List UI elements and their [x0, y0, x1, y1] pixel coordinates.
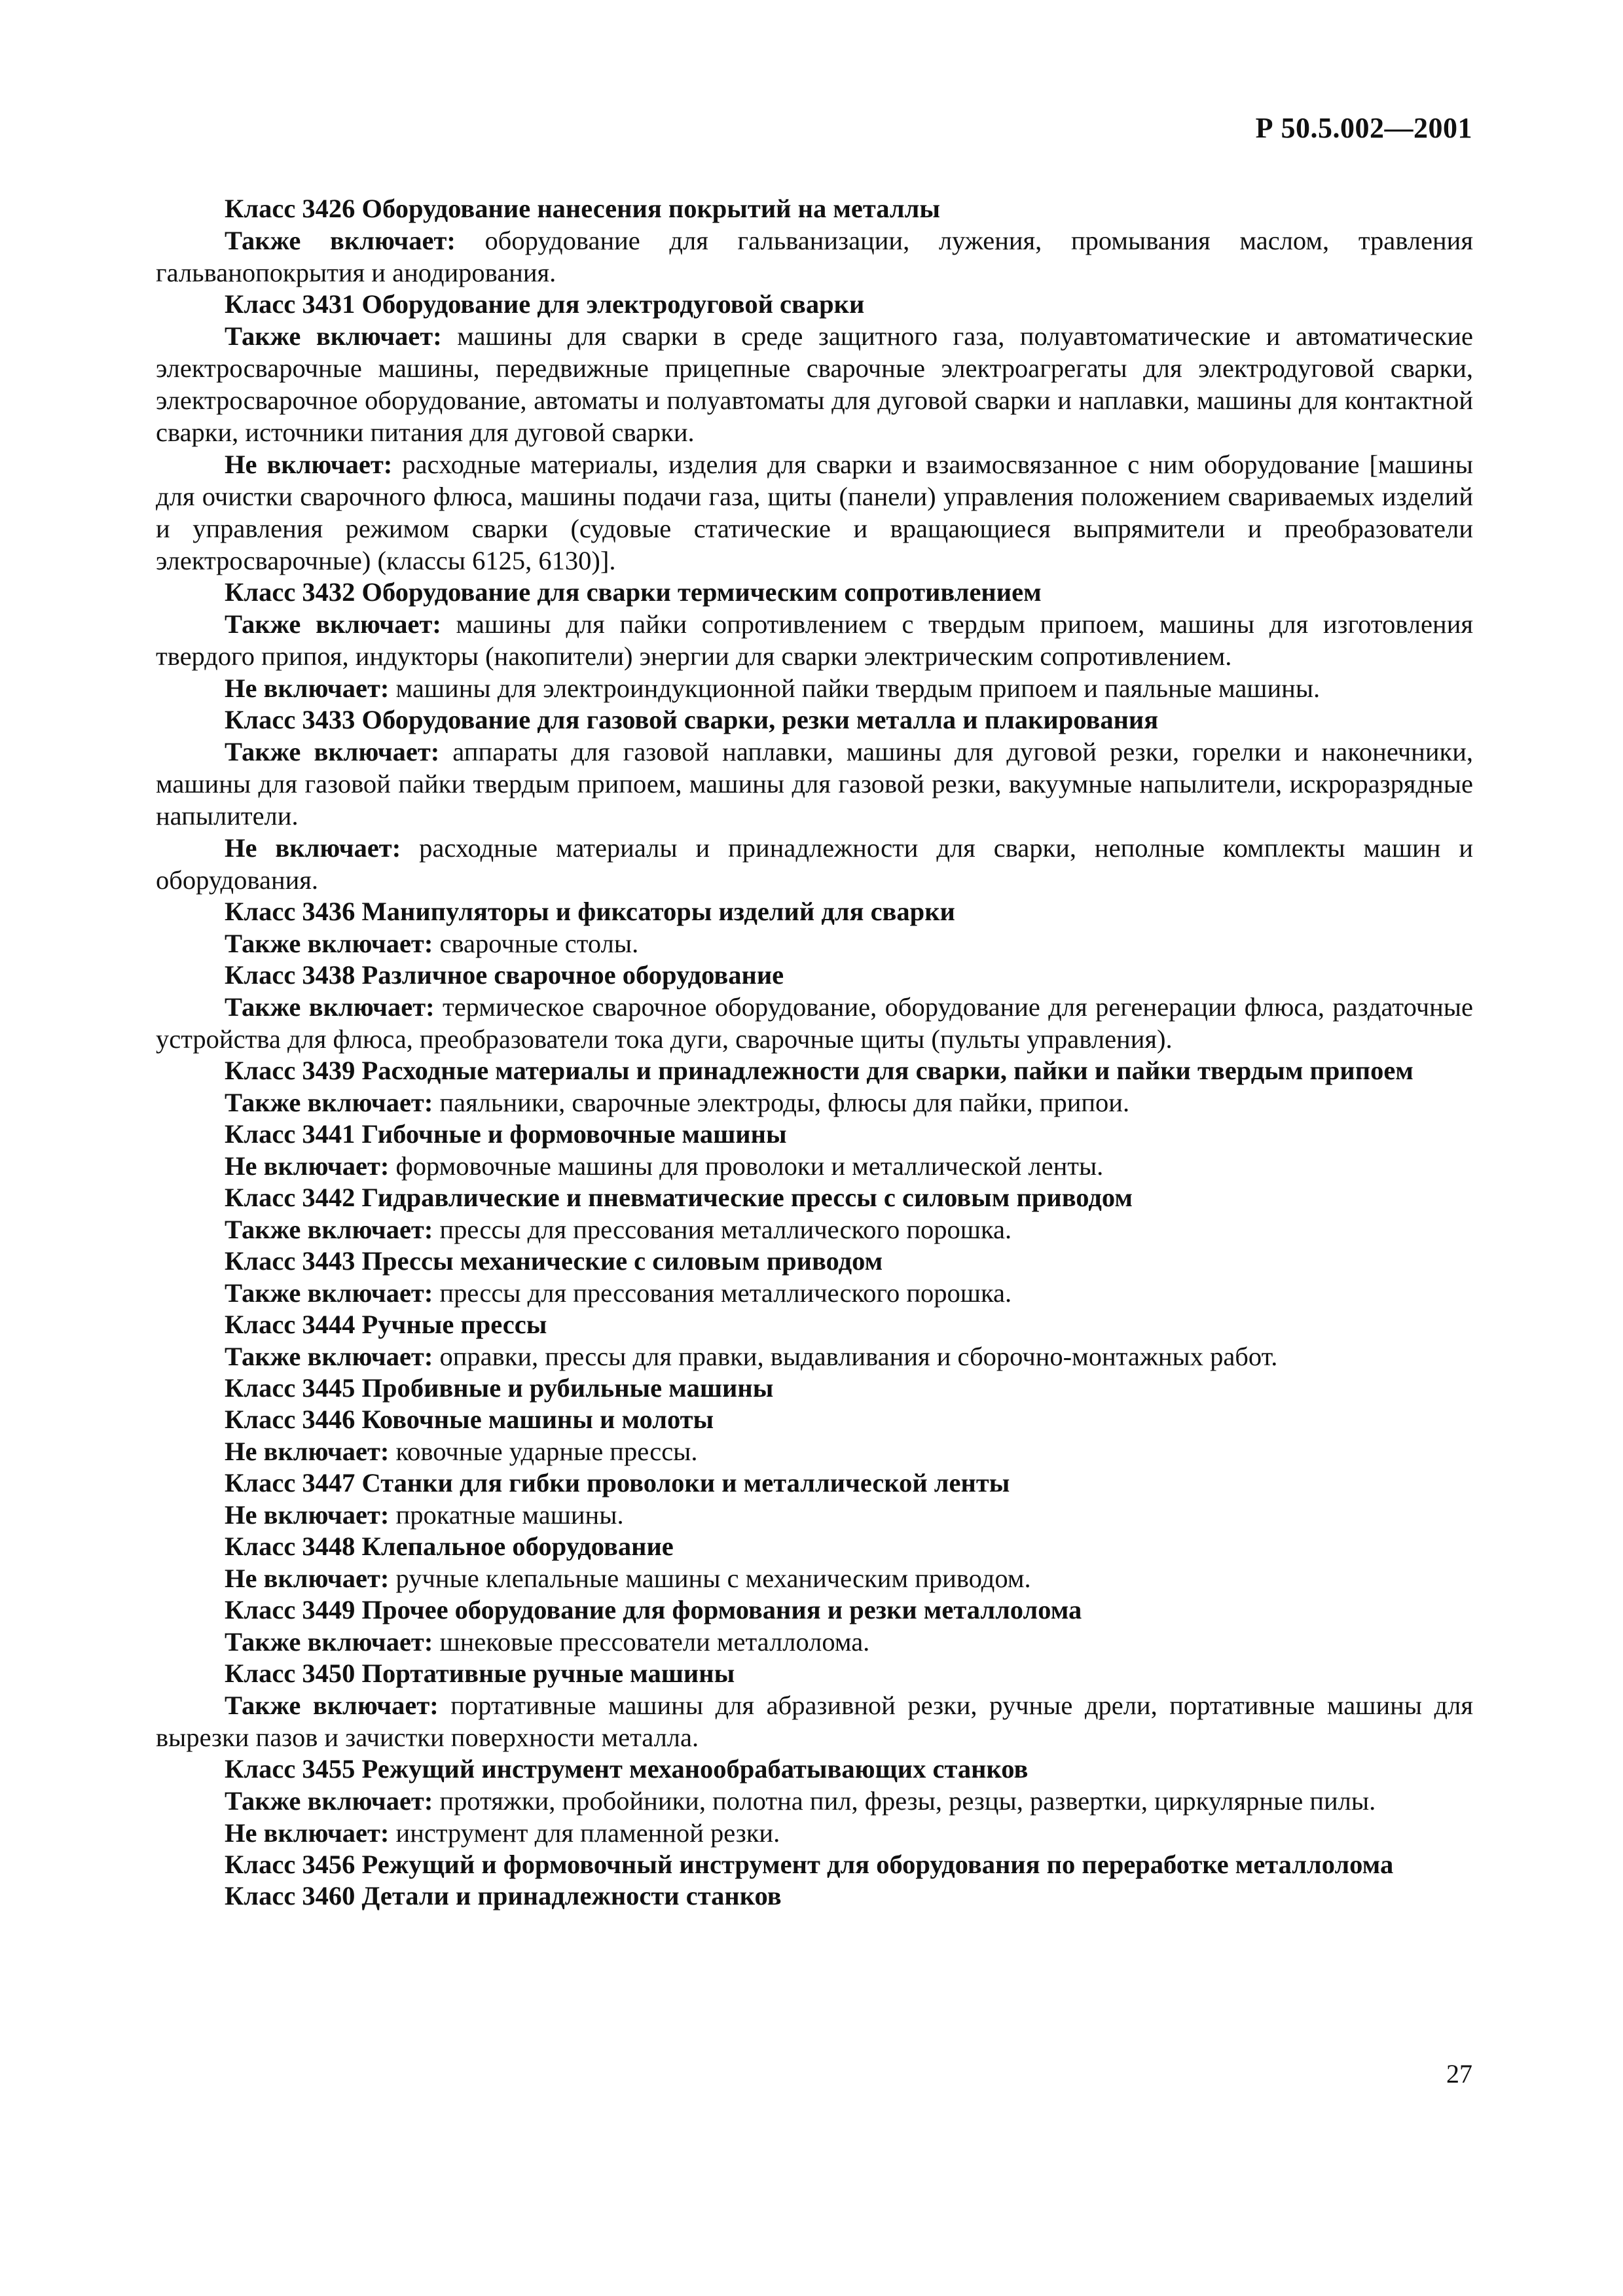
- note-text: машины для сварки в среде защитного газа, полуавтоматические и автоматические электросварочные машины, передвижные прицепные сварочные электроагрегаты для электродуговой сварки, электросварочное оборудование, автоматы и полуавтоматы для дуговой сварки и наплавки, машины для контактной сварки, источники питания для дуговой сварки.: [156, 321, 1473, 447]
- class-note: [156, 320, 1473, 448]
- note-text: машины для электроиндукционной пайки твердым припоем и паяльные машины.: [389, 673, 1321, 703]
- note-label: Также включает:: [225, 1691, 439, 1720]
- note-text: сварочные столы.: [433, 929, 639, 958]
- note-label: Также включает:: [225, 1088, 433, 1117]
- class-note: [156, 1562, 1473, 1594]
- class-heading: Класс 3449 Прочее оборудование для формования и резки металлолома: [225, 1595, 1082, 1624]
- note-text: формовочные машины для проволоки и металлической ленты.: [389, 1151, 1104, 1181]
- note-text: ручные клепальные машины с механическим приводом.: [389, 1564, 1031, 1593]
- note-label: Также включает:: [225, 226, 456, 255]
- class-note: [156, 927, 1473, 960]
- note-label: Также включает:: [225, 1215, 433, 1244]
- note-label: Не включает:: [225, 673, 390, 703]
- note-label: Не включает:: [225, 1564, 390, 1593]
- class-note: [156, 448, 1473, 577]
- class-heading: Класс 3442 Гидравлические и пневматические прессы с силовым приводом: [225, 1183, 1133, 1212]
- note-text: прессы для прессования металлического порошка.: [433, 1215, 1012, 1244]
- class-note: [156, 1435, 1473, 1467]
- class-heading: Класс 3456 Режущий и формовочный инструмент для оборудования по переработке металлолома: [225, 1850, 1394, 1879]
- class-note: [156, 1499, 1473, 1531]
- class-heading: Класс 3431 Оборудование для электродуговой сварки: [225, 289, 865, 319]
- note-label: Также включает:: [225, 1786, 433, 1816]
- note-text: термическое сварочное оборудование, оборудование для регенерации флюса, раздаточные устройства для флюса, преобразователи тока дуги, сварочные щиты (пульты управления).: [156, 992, 1473, 1054]
- note-text: аппараты для газовой наплавки, машины для дуговой резки, горелки и наконечники, машины для газовой пайки твердым припоем, машины для газовой резки, вакуумные напылители, искроразрядные напылители.: [156, 737, 1473, 831]
- class-heading: Класс 3436 Манипуляторы и фиксаторы изделий для сварки: [225, 897, 955, 926]
- note-label: Также включает:: [225, 737, 440, 766]
- note-text: шнековые прессователи металлолома.: [433, 1627, 870, 1657]
- class-heading: Класс 3439 Расходные материалы и принадлежности для сварки, пайки и пайки твердым припоем: [225, 1056, 1413, 1085]
- note-text: расходные материалы, изделия для сварки и взаимосвязанное с ним оборудование [машины для очистки сварочного флюса, машины подачи газа, щиты (панели) управления положением свариваемых изделий и управления режимом сварки (судовые статические и вращающиеся выпрямители и преобразователи электросварочные) (классы 6125, 6130)].: [156, 450, 1473, 575]
- class-heading: Класс 3446 Ковочные машины и молоты: [225, 1405, 714, 1434]
- note-label: Также включает:: [225, 1342, 433, 1371]
- note-label: Не включает:: [225, 450, 393, 479]
- note-label: Не включает:: [225, 833, 401, 863]
- note-text: машины для пайки сопротивлением с твердым припоем, машины для изготовления твердого припоя, индукторы (накопители) энергии для сварки электрическим сопротивлением.: [156, 609, 1473, 671]
- class-heading: Класс 3432 Оборудование для сварки термическим сопротивлением: [225, 577, 1042, 607]
- class-heading: Класс 3433 Оборудование для газовой сварки, резки металла и плакирования: [225, 705, 1159, 734]
- note-label: Также включает:: [225, 1627, 433, 1657]
- class-note: [156, 608, 1473, 672]
- note-label: Также включает:: [225, 929, 433, 958]
- class-note: [156, 736, 1473, 832]
- class-note: [156, 672, 1473, 704]
- class-heading: Класс 3444 Ручные прессы: [225, 1310, 547, 1339]
- class-heading: Класс 3426 Оборудование нанесения покрытий на металлы: [225, 194, 940, 223]
- class-heading: Класс 3450 Портативные ручные машины: [225, 1659, 735, 1688]
- note-label: Не включает:: [225, 1818, 390, 1848]
- class-note: [156, 1785, 1473, 1817]
- class-heading: Класс 3445 Пробивные и рубильные машины: [225, 1373, 774, 1403]
- note-text: оборудование для гальванизации, лужения, промывания маслом, травления гальванопокрытия и анодирования.: [156, 226, 1473, 287]
- class-note: [156, 1086, 1473, 1119]
- class-heading: Класс 3448 Клепальное оборудование: [225, 1532, 674, 1561]
- class-note: [156, 1340, 1473, 1372]
- class-note: [156, 832, 1473, 896]
- note-label: Также включает:: [225, 992, 435, 1022]
- note-label: Не включает:: [225, 1151, 390, 1181]
- note-text: прессы для прессования металлического порошка.: [433, 1278, 1012, 1308]
- note-text: ковочные ударные прессы.: [389, 1437, 698, 1466]
- note-label: Также включает:: [225, 609, 441, 639]
- note-text: расходные материалы и принадлежности для сварки, неполные комплекты машин и оборудования.: [156, 833, 1473, 895]
- note-text: инструмент для пламенной резки.: [389, 1818, 780, 1848]
- class-note: [156, 224, 1473, 289]
- class-note: [156, 1817, 1473, 1849]
- class-heading: Класс 3443 Прессы механические с силовым приводом: [225, 1246, 883, 1276]
- class-note: [156, 1626, 1473, 1658]
- note-label: Также включает:: [225, 1278, 433, 1308]
- class-heading: Класс 3460 Детали и принадлежности станков: [225, 1881, 782, 1910]
- class-note: [156, 1213, 1473, 1246]
- classification-list: [156, 193, 1473, 1912]
- class-note: [156, 991, 1473, 1055]
- class-note: [156, 1150, 1473, 1182]
- document-code: Р 50.5.002—2001: [1255, 112, 1472, 144]
- note-text: протяжки, пробойники, полотна пил, фрезы, резцы, развертки, циркулярные пилы.: [433, 1786, 1376, 1816]
- note-text: прокатные машины.: [389, 1500, 624, 1530]
- class-note: [156, 1277, 1473, 1309]
- class-note: [156, 1689, 1473, 1753]
- class-heading: Класс 3447 Станки для гибки проволоки и металлической ленты: [225, 1468, 1010, 1498]
- class-heading: Класс 3455 Режущий инструмент механообрабатывающих станков: [225, 1754, 1029, 1784]
- note-label: Не включает:: [225, 1437, 390, 1466]
- note-text: оправки, прессы для правки, выдавливания и сборочно-монтажных работ.: [433, 1342, 1278, 1371]
- note-text: портативные машины для абразивной резки, ручные дрели, портативные машины для вырезки пазов и зачистки поверхности металла.: [156, 1691, 1474, 1752]
- class-heading: Класс 3441 Гибочные и формовочные машины: [225, 1119, 787, 1149]
- note-label: Также включает:: [225, 321, 442, 351]
- class-heading: Класс 3438 Различное сварочное оборудование: [225, 960, 784, 990]
- note-text: паяльники, сварочные электроды, флюсы для пайки, припои.: [433, 1088, 1130, 1117]
- note-label: Не включает:: [225, 1500, 390, 1530]
- page-number: 27: [1446, 2059, 1472, 2089]
